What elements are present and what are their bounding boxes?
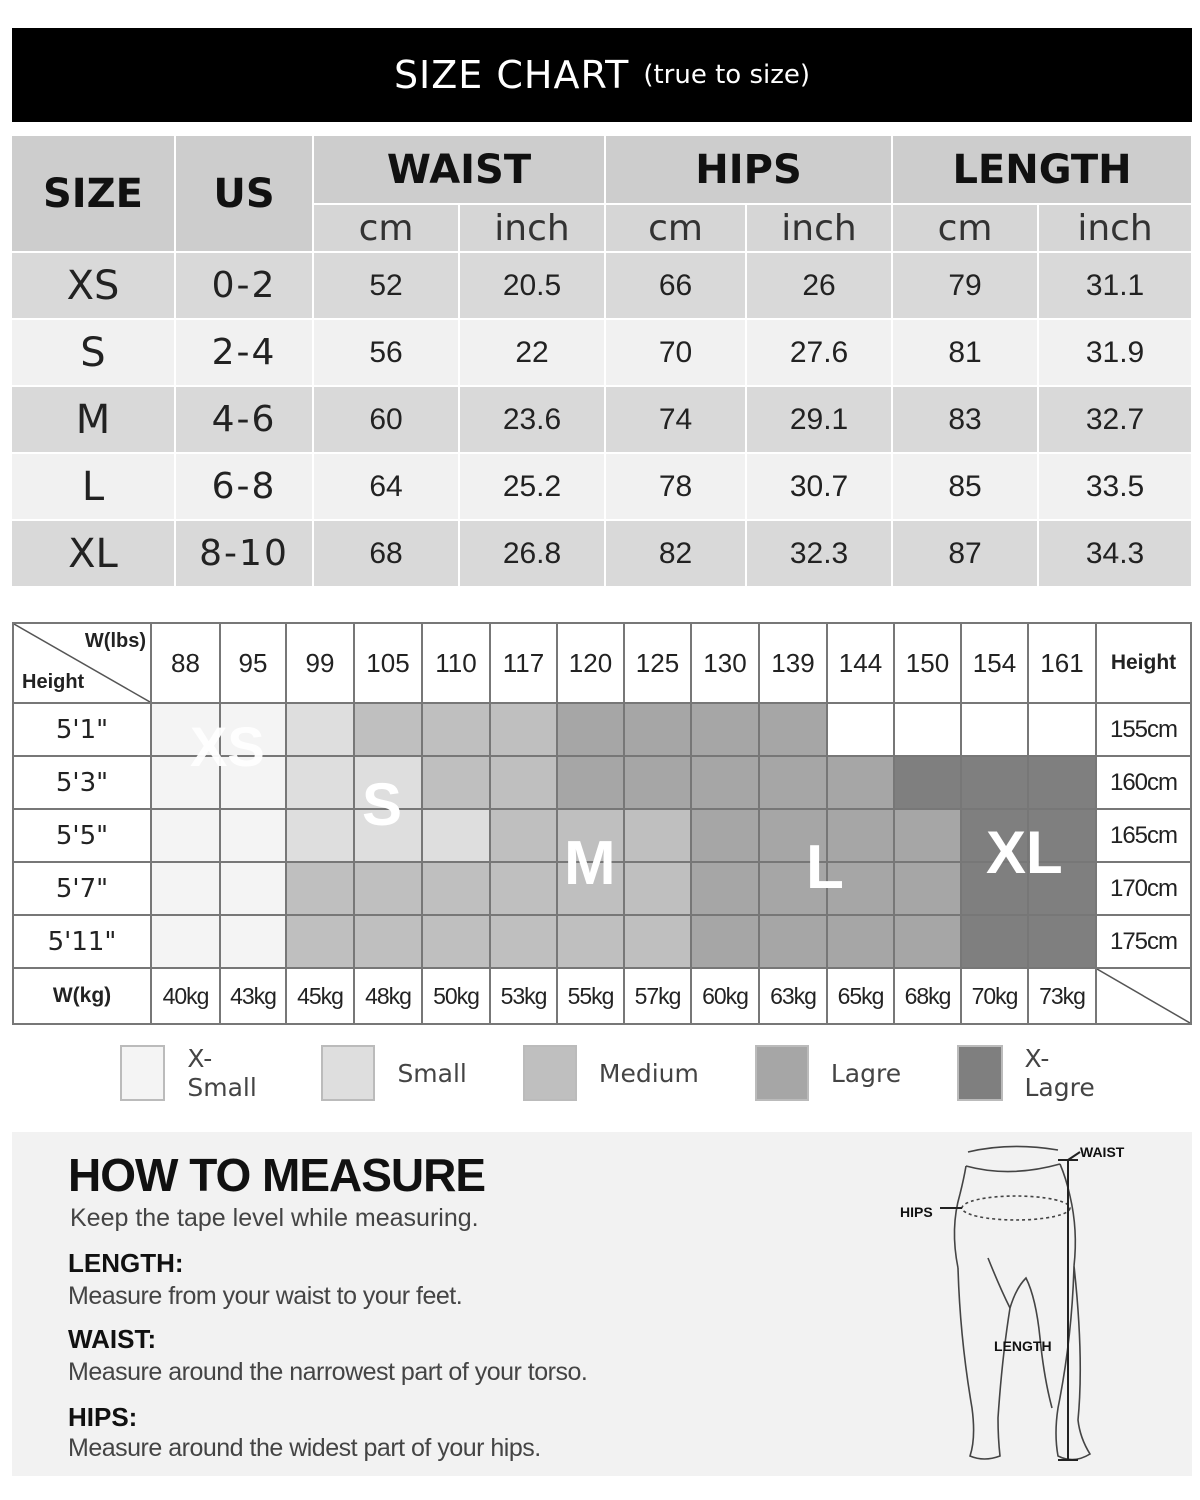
weight-kg-row-label: W(kg) <box>13 968 151 1024</box>
grid-cell-l <box>691 756 759 809</box>
cell-hips-in: 27.6 <box>746 319 892 386</box>
height-cm-header: Height <box>1096 623 1191 703</box>
waist-heading: WAIST: <box>68 1324 157 1354</box>
legend-swatch <box>120 1045 165 1101</box>
height-ft-label: 5'11" <box>13 915 151 968</box>
grid-cell-l <box>557 756 624 809</box>
weight-lbs-header: 130 <box>691 623 759 703</box>
cell-hips-in: 26 <box>746 252 892 319</box>
grid-cell-m <box>624 809 691 862</box>
height-cm-label: 165cm <box>1096 809 1191 862</box>
weight-kg-value: 40kg <box>151 968 220 1024</box>
grid-cell-s <box>286 756 354 809</box>
cell-us: 6-8 <box>175 453 313 520</box>
height-ft-label: 5'5" <box>13 809 151 862</box>
length-heading: LENGTH: <box>68 1248 184 1278</box>
size-measurement-table <box>12 136 1193 588</box>
grid-cell-l <box>759 756 827 809</box>
height-ft-label: 5'7" <box>13 862 151 915</box>
cell-waist-in: 23.6 <box>459 386 605 453</box>
weight-height-grid <box>12 622 1192 1024</box>
page-title: SIZE CHART <box>393 53 630 97</box>
grid-cell-xl <box>894 756 961 809</box>
height-cm-label: 155cm <box>1096 703 1191 756</box>
cell-length-in: 31.1 <box>1038 252 1192 319</box>
header-waist-cm: cm <box>313 204 459 252</box>
cell-size: L <box>12 453 175 520</box>
grid-cell-xs <box>220 862 286 915</box>
cell-waist-cm: 64 <box>313 453 459 520</box>
grid-cell-l <box>691 915 759 968</box>
legend-label: Medium <box>598 1058 699 1088</box>
how-to-measure-panel <box>12 1132 1192 1476</box>
table-row <box>12 453 1192 520</box>
cell-length-cm: 79 <box>892 252 1038 319</box>
grid-cell-l <box>691 809 759 862</box>
weight-kg-value: 60kg <box>691 968 759 1024</box>
weight-lbs-header: 99 <box>286 623 354 703</box>
legend-label: Small <box>397 1058 467 1088</box>
grid-bottom-corner <box>1096 968 1191 1024</box>
legend-swatch <box>957 1045 1002 1101</box>
grid-cell-m <box>354 862 422 915</box>
cell-waist-cm: 60 <box>313 386 459 453</box>
legend-swatch <box>755 1045 809 1101</box>
cell-us: 8-10 <box>175 520 313 587</box>
grid-corner-cell <box>13 623 151 703</box>
cell-length-in: 32.7 <box>1038 386 1192 453</box>
header-length-cm: cm <box>892 204 1038 252</box>
grid-cell-m <box>286 862 354 915</box>
legend-item-xs <box>120 1044 265 1102</box>
cell-hips-cm: 82 <box>605 520 746 587</box>
cell-waist-cm: 56 <box>313 319 459 386</box>
legend-swatch <box>321 1045 375 1101</box>
grid-cell-xl <box>961 915 1028 968</box>
grid-cell-m <box>422 703 490 756</box>
grid-cell-l <box>759 703 827 756</box>
figure-label-waist: WAIST <box>1080 1144 1125 1160</box>
cell-hips-cm: 70 <box>605 319 746 386</box>
cell-hips-cm: 78 <box>605 453 746 520</box>
legend-item-m <box>523 1045 699 1101</box>
legend-label: X-Lagre <box>1024 1044 1095 1102</box>
grid-cell-m <box>354 703 422 756</box>
grid-cell-m <box>557 915 624 968</box>
weight-lbs-header: 144 <box>827 623 894 703</box>
overlay-label-xl: XL <box>986 819 1063 886</box>
cell-waist-in: 22 <box>459 319 605 386</box>
weight-kg-value: 45kg <box>286 968 354 1024</box>
weight-kg-value: 73kg <box>1028 968 1096 1024</box>
grid-cell-m <box>490 915 557 968</box>
cell-hips-in: 32.3 <box>746 520 892 587</box>
cell-hips-cm: 74 <box>605 386 746 453</box>
grid-cell-l <box>827 756 894 809</box>
leggings-outline-icon <box>880 1138 1180 1474</box>
grid-cell-m <box>490 862 557 915</box>
overlay-label-l: L <box>806 833 844 902</box>
height-cm-label: 170cm <box>1096 862 1191 915</box>
header-hips-cm: cm <box>605 204 746 252</box>
grid-cell-l <box>894 915 961 968</box>
grid-cell-m <box>354 915 422 968</box>
grid-cell-xs <box>220 809 286 862</box>
cell-hips-cm: 66 <box>605 252 746 319</box>
grid-cell-xs <box>220 915 286 968</box>
cell-hips-in: 30.7 <box>746 453 892 520</box>
weight-lbs-header: 154 <box>961 623 1028 703</box>
hips-instruction: Measure around the widest part of your hips. <box>68 1434 541 1462</box>
leggings-measurement-figure <box>880 1138 1180 1474</box>
grid-cell-empty <box>894 703 961 756</box>
grid-cell-xl <box>961 756 1028 809</box>
grid-cell-xs <box>151 862 220 915</box>
cell-us: 2-4 <box>175 319 313 386</box>
overlay-label-xs: XS <box>190 715 265 778</box>
cell-length-cm: 87 <box>892 520 1038 587</box>
grid-cell-l <box>894 862 961 915</box>
weight-lbs-header: 150 <box>894 623 961 703</box>
weight-kg-value: 48kg <box>354 968 422 1024</box>
header-size: SIZE <box>12 136 175 252</box>
legend-item-xl <box>957 1044 1103 1102</box>
overlay-label-s: S <box>362 771 403 838</box>
cell-waist-in: 25.2 <box>459 453 605 520</box>
grid-cell-l <box>691 703 759 756</box>
grid-cell-m <box>490 809 557 862</box>
weight-kg-value: 63kg <box>759 968 827 1024</box>
weight-kg-value: 65kg <box>827 968 894 1024</box>
table-row <box>12 252 1192 319</box>
hips-heading: HIPS: <box>68 1402 138 1432</box>
bottom-corner-diagonal <box>1097 969 1190 1023</box>
waist-instruction: Measure around the narrowest part of your torso. <box>68 1358 588 1386</box>
legend-swatch <box>523 1045 577 1101</box>
grid-cell-l <box>827 915 894 968</box>
weight-kg-value: 50kg <box>422 968 490 1024</box>
cell-hips-in: 29.1 <box>746 386 892 453</box>
figure-label-hips: HIPS <box>900 1204 933 1220</box>
cell-size: XL <box>12 520 175 587</box>
cell-length-cm: 83 <box>892 386 1038 453</box>
corner-weight-label: W(lbs) <box>84 630 146 652</box>
cell-length-in: 31.9 <box>1038 319 1192 386</box>
legend-item-s <box>321 1045 466 1101</box>
measure-subtitle: Keep the tape level while measuring. <box>70 1204 479 1232</box>
size-color-legend <box>120 1044 1120 1102</box>
cell-waist-cm: 68 <box>313 520 459 587</box>
header-length: LENGTH <box>892 136 1192 204</box>
legend-item-l <box>755 1045 901 1101</box>
overlay-label-m: M <box>564 829 616 898</box>
size-chart-title-bar <box>12 28 1192 122</box>
grid-cell-l <box>894 809 961 862</box>
cell-length-cm: 81 <box>892 319 1038 386</box>
table-row <box>12 386 1192 453</box>
grid-cell-xl <box>1028 756 1096 809</box>
header-hips-inch: inch <box>746 204 892 252</box>
cell-size: S <box>12 319 175 386</box>
grid-row <box>13 915 1191 968</box>
measure-title: HOW TO MEASURE <box>68 1149 486 1201</box>
cell-waist-in: 20.5 <box>459 252 605 319</box>
weight-kg-value: 55kg <box>557 968 624 1024</box>
grid-cell-l <box>759 915 827 968</box>
grid-cell-s <box>286 809 354 862</box>
cell-us: 4-6 <box>175 386 313 453</box>
grid-cell-empty <box>961 703 1028 756</box>
cell-length-in: 33.5 <box>1038 453 1192 520</box>
weight-kg-value: 57kg <box>624 968 691 1024</box>
grid-cell-m <box>286 915 354 968</box>
table-row <box>12 520 1192 587</box>
header-hips: HIPS <box>605 136 892 204</box>
figure-label-length: LENGTH <box>994 1338 1052 1354</box>
grid-cell-s <box>422 809 490 862</box>
cell-waist-cm: 52 <box>313 252 459 319</box>
weight-lbs-header: 161 <box>1028 623 1096 703</box>
weight-kg-value: 70kg <box>961 968 1028 1024</box>
weight-lbs-header: 125 <box>624 623 691 703</box>
grid-cell-m <box>422 862 490 915</box>
header-length-inch: inch <box>1038 204 1192 252</box>
cell-waist-in: 26.8 <box>459 520 605 587</box>
weight-kg-value: 53kg <box>490 968 557 1024</box>
grid-cell-xs <box>151 809 220 862</box>
corner-height-label: Height <box>22 671 85 693</box>
weight-lbs-header: 105 <box>354 623 422 703</box>
legend-label: X-Small <box>187 1044 257 1102</box>
weight-lbs-header: 120 <box>557 623 624 703</box>
cell-size: XS <box>12 252 175 319</box>
weight-kg-value: 43kg <box>220 968 286 1024</box>
weight-lbs-header: 110 <box>422 623 490 703</box>
legend-label: Lagre <box>830 1058 902 1088</box>
table-row <box>12 319 1192 386</box>
grid-cell-l <box>624 703 691 756</box>
height-ft-label: 5'1" <box>13 703 151 756</box>
cell-size: M <box>12 386 175 453</box>
height-cm-label: 160cm <box>1096 756 1191 809</box>
grid-cell-l <box>691 862 759 915</box>
height-ft-label: 5'3" <box>13 756 151 809</box>
page-subtitle: (true to size) <box>643 60 811 90</box>
grid-cell-m <box>490 756 557 809</box>
header-waist: WAIST <box>313 136 605 204</box>
cell-length-in: 34.3 <box>1038 520 1192 587</box>
grid-cell-l <box>557 703 624 756</box>
weight-kg-value: 68kg <box>894 968 961 1024</box>
weight-lbs-header: 139 <box>759 623 827 703</box>
grid-cell-l <box>624 756 691 809</box>
grid-cell-empty <box>827 703 894 756</box>
grid-cell-xs <box>151 915 220 968</box>
header-us: US <box>175 136 313 252</box>
grid-cell-s <box>286 703 354 756</box>
grid-cell-empty <box>1028 703 1096 756</box>
grid-cell-m <box>422 756 490 809</box>
weight-lbs-header: 95 <box>220 623 286 703</box>
grid-cell-m <box>624 862 691 915</box>
weight-lbs-header: 117 <box>490 623 557 703</box>
grid-cell-m <box>490 703 557 756</box>
height-cm-label: 175cm <box>1096 915 1191 968</box>
grid-cell-xl <box>1028 915 1096 968</box>
grid-cell-m <box>422 915 490 968</box>
length-instruction: Measure from your waist to your feet. <box>68 1282 463 1310</box>
header-waist-inch: inch <box>459 204 605 252</box>
grid-cell-m <box>624 915 691 968</box>
cell-us: 0-2 <box>175 252 313 319</box>
weight-lbs-header: 88 <box>151 623 220 703</box>
cell-length-cm: 85 <box>892 453 1038 520</box>
